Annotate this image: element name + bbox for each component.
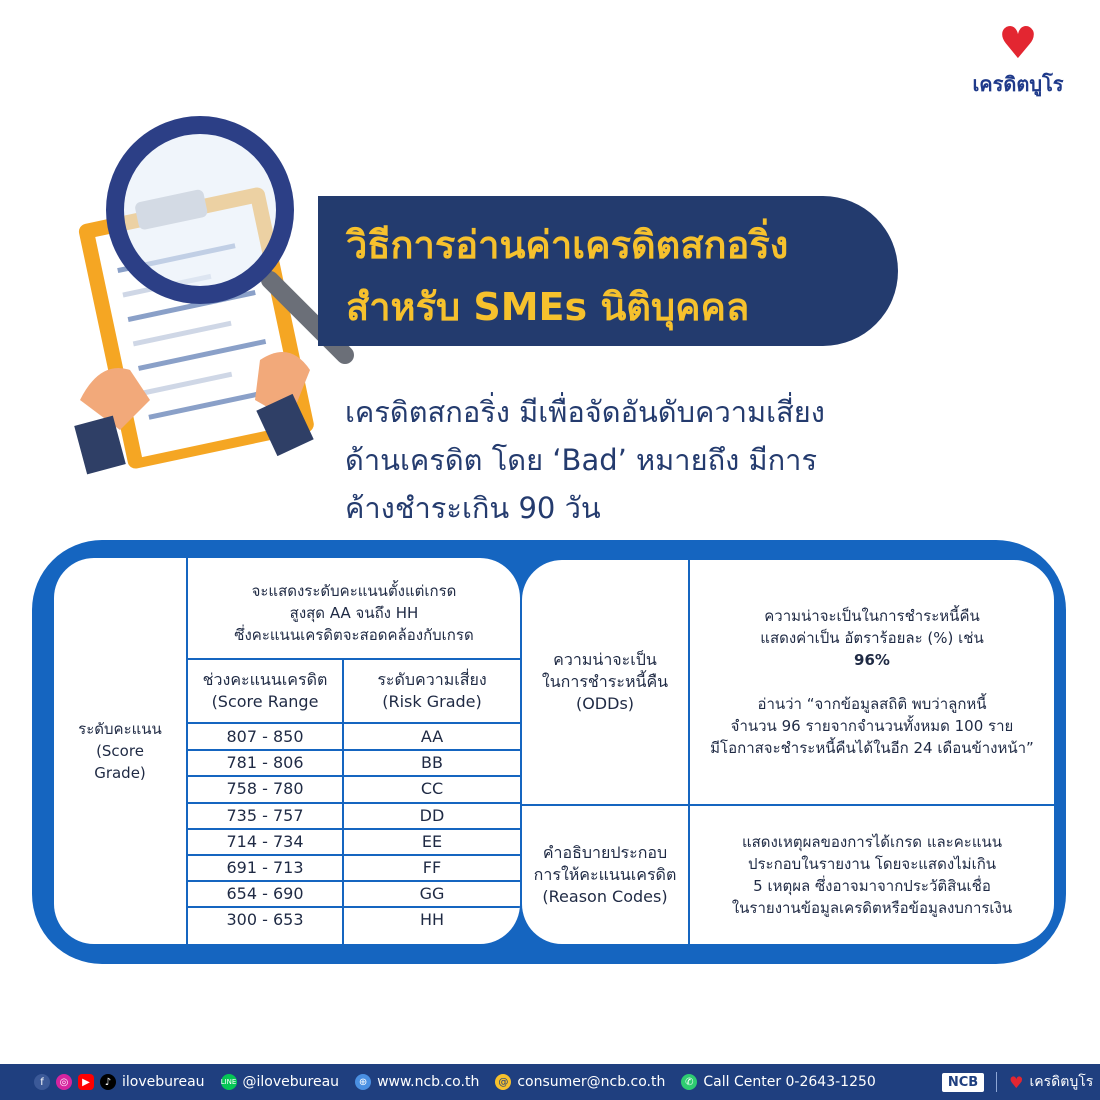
brand-logo bbox=[958, 18, 1078, 100]
desc-line: แสดงค่าเป็น อัตราร้อยละ (%) เช่น bbox=[760, 629, 984, 647]
info-frame bbox=[32, 540, 1066, 964]
ncb-logo: NCB bbox=[942, 1073, 984, 1092]
risk-grade-cell: EE bbox=[421, 831, 443, 851]
footer-bar bbox=[0, 1064, 1100, 1100]
phone-icon: ✆ bbox=[681, 1074, 697, 1090]
call-center-link[interactable] bbox=[673, 1074, 883, 1090]
score-range-cell: 758 - 780 bbox=[226, 779, 304, 799]
desc-line: สูงสุด AA จนถึง HH bbox=[289, 604, 419, 622]
title-banner bbox=[318, 196, 898, 346]
call-center-text: Call Center 0-2643-1250 bbox=[703, 1074, 876, 1090]
score-range-cell: 691 - 713 bbox=[226, 858, 304, 878]
risk-grade-cell: GG bbox=[419, 884, 445, 904]
risk-grade-cell: AA bbox=[420, 727, 444, 747]
social-handle[interactable]: ilovebureau bbox=[122, 1074, 205, 1090]
read-line: อ่านว่า “จากข้อมูลสถิติ พบว่าลูกหนี้ bbox=[757, 695, 987, 713]
score-range-cell: 300 - 653 bbox=[226, 910, 304, 930]
label-line: ในการชำระหนี้คืน bbox=[541, 672, 669, 691]
intro-text bbox=[345, 388, 945, 532]
desc-line: ความน่าจะเป็นในการชำระหนี้คืน bbox=[764, 607, 980, 625]
odds-example: 96% bbox=[854, 651, 890, 669]
odds-reason-card bbox=[522, 560, 1054, 944]
score-range-cell: 807 - 850 bbox=[226, 727, 304, 747]
label-line: ความน่าจะเป็น bbox=[553, 650, 657, 669]
score-grade-description bbox=[188, 558, 520, 658]
email-link[interactable] bbox=[487, 1074, 673, 1090]
globe-icon: ⊕ bbox=[355, 1074, 371, 1090]
score-range-cell: 781 - 806 bbox=[226, 753, 304, 773]
label-line: (Score bbox=[96, 742, 144, 760]
facebook-icon[interactable]: f bbox=[34, 1074, 50, 1090]
youtube-icon[interactable]: ▶ bbox=[78, 1074, 94, 1090]
heart-icon: ♥ bbox=[998, 18, 1038, 69]
score-range-cell: 714 - 734 bbox=[226, 831, 304, 851]
website-text: www.ncb.co.th bbox=[377, 1074, 480, 1090]
website-link[interactable] bbox=[347, 1074, 487, 1090]
title-line-1: วิธีการอ่านค่าเครดิตสกอริ่ง bbox=[346, 223, 789, 267]
heart-icon: ♥ bbox=[1009, 1072, 1024, 1092]
tiktok-icon[interactable]: ♪ bbox=[100, 1074, 116, 1090]
reason-description bbox=[690, 806, 1054, 944]
line-icon: LINE bbox=[221, 1074, 237, 1090]
social-links bbox=[0, 1074, 213, 1090]
label-line: (Reason Codes) bbox=[542, 887, 668, 906]
score-grade-label bbox=[54, 558, 186, 944]
odds-label bbox=[522, 560, 688, 804]
score-range-cell: 654 - 690 bbox=[226, 884, 304, 904]
brand-logo-text: เครดิตบูโร bbox=[972, 72, 1064, 96]
risk-grade-cell: HH bbox=[419, 910, 445, 930]
risk-grade-cell: CC bbox=[420, 779, 444, 799]
score-grade-card bbox=[54, 558, 520, 944]
label-line: การให้คะแนนเครดิต bbox=[533, 865, 677, 884]
label-line: ระดับคะแนน bbox=[78, 720, 162, 738]
header-line: ช่วงคะแนนเครดิต bbox=[202, 670, 328, 689]
risk-grade-cell: BB bbox=[421, 753, 443, 773]
intro-line-1: เครดิตสกอริ่ง มีเพื่อจัดอันดับความเสี่ยง bbox=[345, 395, 825, 429]
header-line: (Risk Grade) bbox=[382, 692, 482, 711]
intro-line-3: ค้างชำระเกิน 90 วัน bbox=[345, 491, 601, 525]
email-text: consumer@ncb.co.th bbox=[517, 1074, 666, 1090]
line-link[interactable] bbox=[213, 1074, 348, 1090]
footer-logo-text: เครดิตบูโร bbox=[1029, 1074, 1094, 1090]
label-line: Grade) bbox=[94, 764, 146, 782]
read-line: มีโอกาสจะชำระหนี้คืนได้ในอีก 24 เดือนข้างหน้า” bbox=[710, 739, 1034, 757]
desc-line: ในรายงานข้อมูลเครดิตหรือข้อมูลงบการเงิน bbox=[731, 899, 1013, 917]
odds-description bbox=[690, 560, 1054, 804]
header-line: ระดับความเสี่ยง bbox=[377, 670, 487, 689]
label-line: (ODDs) bbox=[575, 694, 635, 713]
header-line: (Score Range bbox=[211, 692, 319, 711]
desc-line: จะแสดงระดับคะแนนตั้งแต่เกรด bbox=[251, 582, 457, 600]
read-line: จำนวน 96 รายจากจำนวนทั้งหมด 100 ราย bbox=[730, 717, 1014, 735]
at-icon: @ bbox=[495, 1074, 511, 1090]
score-range-header bbox=[188, 660, 342, 722]
title-line-2: สำหรับ SMEs นิติบุคคล bbox=[346, 285, 750, 329]
reason-label bbox=[522, 806, 688, 944]
footer-logos bbox=[934, 1071, 1100, 1093]
desc-line: 5 เหตุผล ซึ่งอาจมาจากประวัติสินเชื่อ bbox=[753, 877, 991, 895]
footer-divider bbox=[996, 1072, 997, 1092]
label-line: คำอธิบายประกอบ bbox=[542, 843, 668, 862]
desc-line: ประกอบในรายงาน โดยจะแสดงไม่เกิน bbox=[747, 855, 997, 873]
intro-line-2: ด้านเครดิต โดย ‘Bad’ หมายถึง มีการ bbox=[345, 443, 818, 477]
risk-grade-cell: FF bbox=[422, 858, 442, 878]
risk-grade-header bbox=[344, 660, 520, 722]
desc-line: แสดงเหตุผลของการได้เกรด และคะแนน bbox=[741, 833, 1003, 851]
risk-grade-cell: DD bbox=[419, 805, 445, 825]
desc-line: ซึ่งคะแนนเครดิตจะสอดคล้องกับเกรด bbox=[234, 626, 474, 644]
score-range-cell: 735 - 757 bbox=[226, 805, 304, 825]
line-handle: @ilovebureau bbox=[242, 1074, 340, 1090]
instagram-icon[interactable]: ◎ bbox=[56, 1074, 72, 1090]
